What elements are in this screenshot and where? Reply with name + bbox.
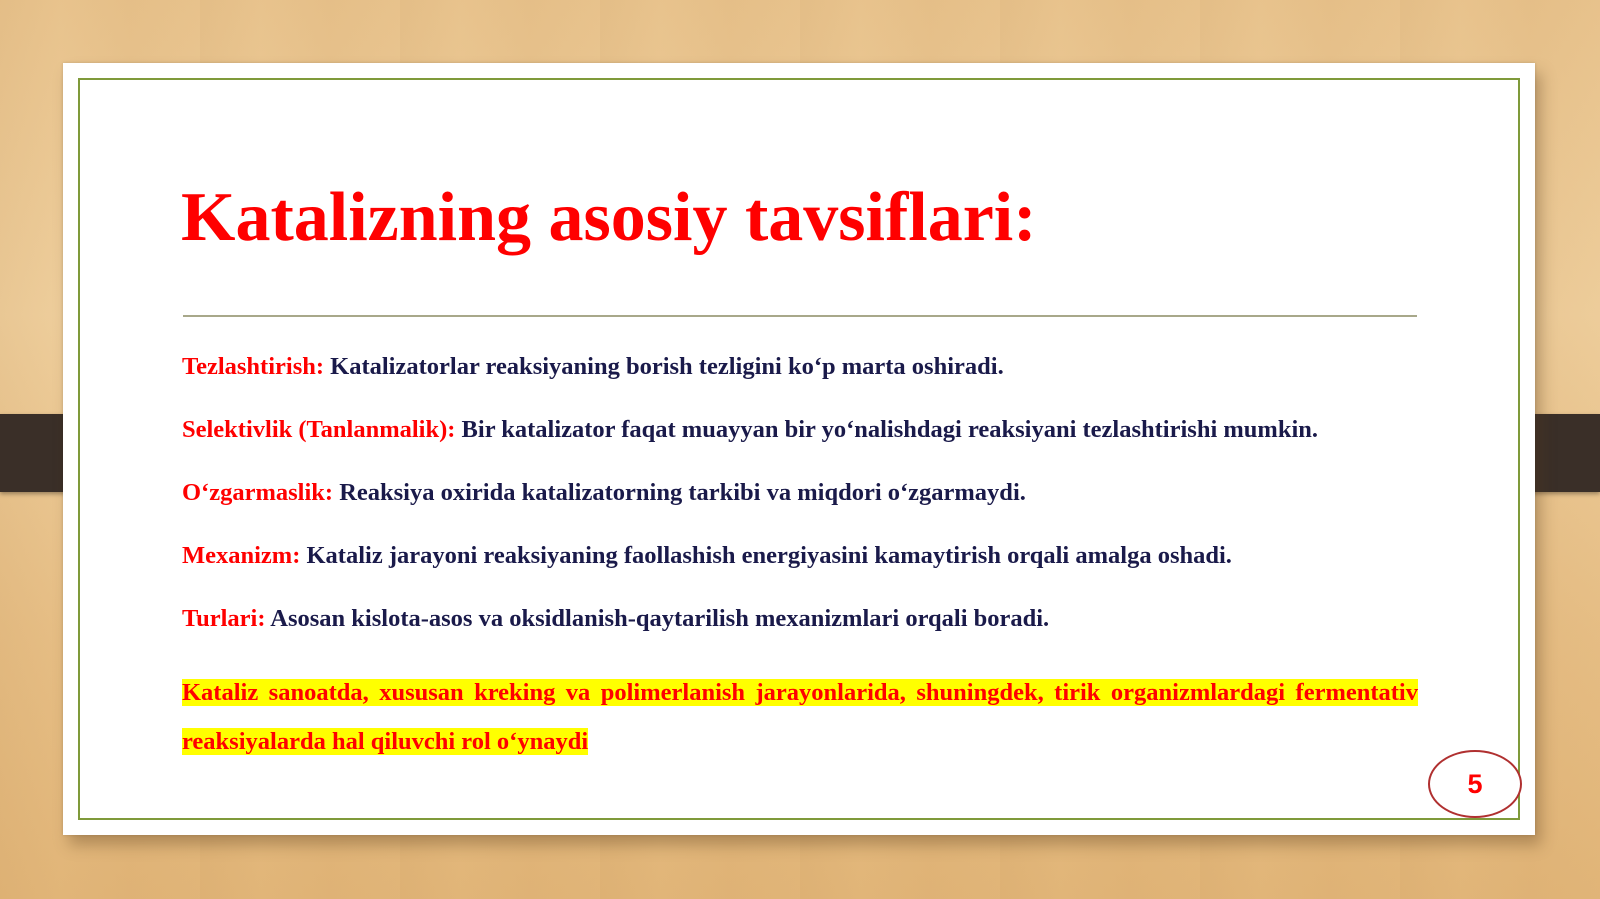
item-term: O‘zgarmaslik: — [182, 479, 334, 506]
item-term: Tezlashtirish: — [182, 353, 325, 380]
item-text: Katalizatorlar reaksiyaning borish tezligini ko‘p marta oshiradi. — [330, 353, 1004, 380]
list-item — [182, 479, 1418, 507]
item-text: Asosan kislota-asos va oksidlanish-qaytarilish mexanizmlari orqali boradi. — [270, 605, 1050, 632]
slide-content — [182, 353, 1418, 766]
item-text: Reaksiya oxirida katalizatorning tarkibi va miqdori o‘zgarmaydi. — [339, 479, 1026, 506]
item-text: Kataliz jarayoni reaksiyaning faollashish energiyasini kamaytirish orqali amalga oshadi. — [306, 542, 1232, 569]
title-divider — [183, 315, 1417, 317]
highlighted-summary-text: Kataliz sanoatda, xususan kreking va polimerlanish jarayonlarida, shuningdek, tirik organizmlardagi fermentativ reaksiyalarda hal qiluvchi rol o‘ynaydi — [182, 679, 1418, 755]
slide — [63, 63, 1535, 835]
highlighted-summary — [182, 668, 1418, 766]
item-term: Turlari: — [182, 605, 266, 632]
slide-title: Katalizning asosiy tavsiflari: — [181, 179, 1037, 256]
page-number-badge: 5 — [1428, 750, 1522, 818]
list-item — [182, 605, 1418, 633]
item-term: Selektivlik (Tanlanmalik): — [182, 416, 456, 443]
list-item — [182, 542, 1418, 570]
list-item — [182, 416, 1418, 444]
list-item — [182, 353, 1418, 381]
item-term: Mexanizm: — [182, 542, 301, 569]
item-text: Bir katalizator faqat muayyan bir yo‘nalishdagi reaksiyani tezlashtirishi mumkin. — [461, 416, 1319, 443]
